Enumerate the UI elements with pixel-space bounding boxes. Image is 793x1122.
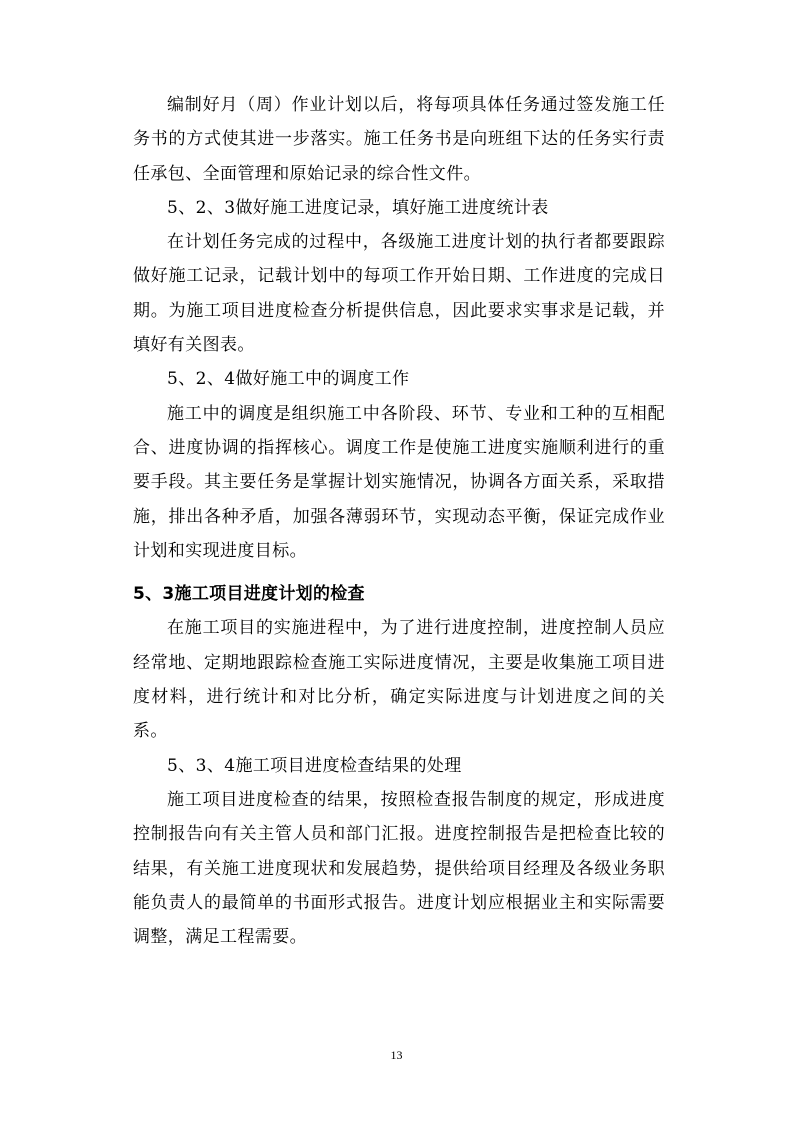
subheading-5-2-3: 5、2、3做好施工进度记录，填好施工进度统计表 (167, 197, 549, 218)
page-number: 13 (390, 1048, 403, 1062)
section-heading-5-3: 5、3施工项目进度计划的检查 (133, 584, 365, 605)
document-body (133, 88, 665, 954)
paragraph-inspection: 在施工项目的实施进程中，为了进行进度控制，进度控制人员应经常地、定期地跟踪检查施工实际进度情况，主要是收集施工项目进度材料，进行统计和对比分析，确定实际进度与计划进度之间的关系。 (133, 618, 665, 742)
paragraph-inspection-result: 施工项目进度检查的结果，按照检查报告制度的规定，形成进度控制报告向有关主管人员和部门汇报。进度控制报告是把检查比较的结果，有关施工进度现状和发展趋势，提供给项目经理及各级业务职能负责人的最简单的书面形式报告。进度计划应根据业主和实际需要调整，满足工程需要。 (133, 789, 665, 948)
subheading-5-3-4: 5、3、4施工项目进度检查结果的处理 (167, 755, 462, 776)
paragraph-task-book: 编制好月（周）作业计划以后，将每项具体任务通过签发施工任务书的方式使其进一步落实。施工任务书是向班组下达的任务实行责任承包、全面管理和原始记录的综合性文件。 (133, 95, 665, 184)
paragraph-progress-record: 在计划任务完成的过程中，各级施工进度计划的执行者都要跟踪做好施工记录，记载计划中的每项工作开始日期、工作进度的完成日期。为施工项目进度检查分析提供信息，因此要求实事求是记载，并填好有关图表。 (133, 232, 665, 356)
paragraph-dispatch: 施工中的调度是组织施工中各阶段、环节、专业和工种的互相配合、进度协调的指挥核心。调度工作是使施工进度实施顺利进行的重要手段。其主要任务是掌握计划实施情况，协调各方面关系，采取措施，排出各种矛盾，加强各薄弱环节，实现动态平衡，保证完成作业计划和实现进度目标。 (133, 403, 665, 561)
subheading-5-2-4: 5、2、4做好施工中的调度工作 (167, 369, 410, 390)
